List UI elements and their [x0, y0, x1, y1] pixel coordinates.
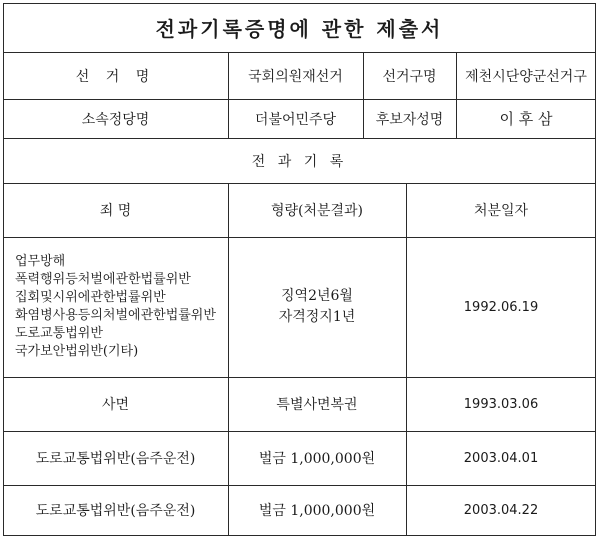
record-3-date: 2003.04.01 — [463, 450, 539, 466]
election-name-label: 선 거 명 — [75, 68, 156, 85]
record-1-crime-line: 업무방해 — [15, 254, 66, 269]
record-4-date: 2003.04.22 — [463, 502, 539, 518]
election-name-value: 국회의원재선거 — [248, 68, 343, 85]
record-1-crime-line: 집회및시위에관한법률위반 — [15, 290, 166, 305]
record-1-sentence — [228, 237, 406, 377]
record-2-date: 1993.03.06 — [463, 396, 539, 412]
record-2-crime: 사면 — [101, 397, 130, 413]
record-3-sentence: 벌금 1,000,000원 — [258, 451, 376, 467]
column-header-sentence: 형량(처분결과) — [270, 203, 364, 219]
record-1-crimes — [3, 237, 228, 377]
candidate-value: 이 후 삼 — [499, 110, 553, 128]
record-1-sentence-line: 자격정지1년 — [278, 309, 356, 325]
record-1-crime-line: 화염병사용등의처벌에관한법률위반 — [15, 308, 216, 323]
document-title: 전과기록증명에 관한 제출서 — [155, 17, 444, 41]
record-3-crime: 도로교통법위반(음주운전) — [35, 451, 196, 467]
record-1-date: 1992.06.19 — [463, 299, 539, 315]
record-section-title: 전 과 기 록 — [251, 153, 348, 170]
record-4-sentence: 벌금 1,000,000원 — [258, 503, 376, 519]
rule-below-record-4 — [3, 535, 596, 536]
district-label: 선거구명 — [382, 68, 437, 85]
party-label: 소속정당명 — [81, 111, 150, 128]
district-value: 제천시단양군선거구 — [465, 68, 587, 85]
record-1-crime-line: 도로교통법위반 — [15, 326, 103, 341]
record-1-sentence-line: 징역2년6월 — [281, 288, 353, 304]
record-1-crime-line: 국가보안법위반(기타) — [15, 344, 139, 359]
record-2-sentence: 특별사면복권 — [276, 397, 358, 413]
column-header-crime: 죄 명 — [99, 203, 132, 219]
record-4-crime: 도로교통법위반(음주운전) — [35, 503, 196, 519]
candidate-label: 후보자성명 — [375, 111, 444, 128]
column-header-date: 처분일자 — [473, 203, 529, 219]
party-value: 더불어민주당 — [254, 111, 337, 128]
record-1-crime-line: 폭력행위등처벌에관한법률위반 — [15, 272, 191, 287]
